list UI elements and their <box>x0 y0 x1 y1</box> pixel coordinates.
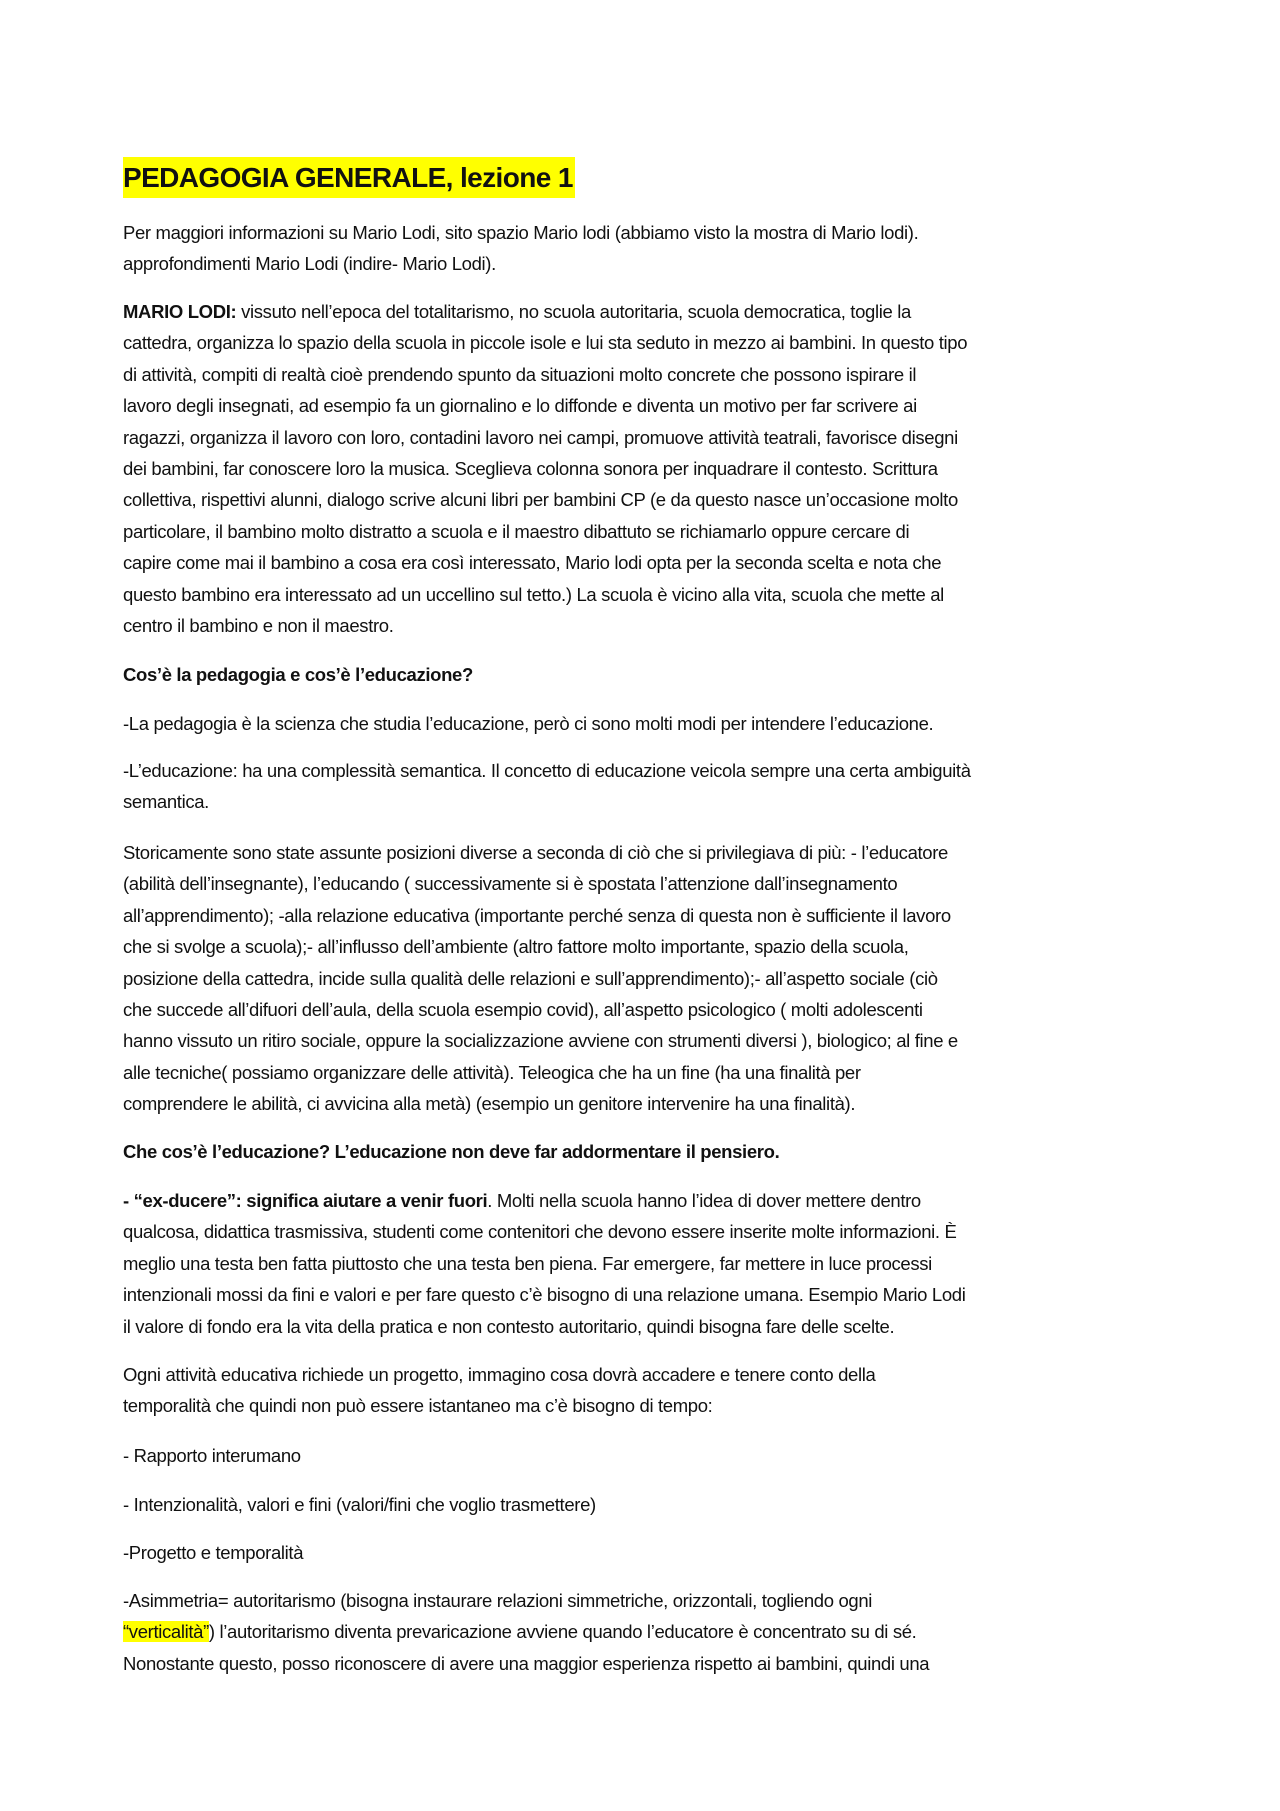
text-run: -L’educazione: ha una complessità semantica. Il concetto di educazione veicola sempre una certa ambiguità <box>123 760 971 781</box>
text-run: all’apprendimento); -alla relazione educativa (importante perché senza di questa non è sufficiente il lavoro <box>123 904 951 926</box>
text-run: dei bambini, far conoscere loro la musica. Sceglieva colonna sonora per inquadrare il contesto. Scrittura <box>123 457 938 479</box>
text-run: meglio una testa ben fatta piuttosto che una testa ben piena. Far emergere, far mettere in luce processi <box>123 1252 932 1274</box>
text-run: che succede all’difuori dell’aula, della scuola esempio covid), all’aspetto psicologico ( molti adolescenti <box>123 998 923 1020</box>
text-run: ragazzi, organizza il lavoro con loro, contadini lavoro nei campi, promuove attività teatrali, favorisce disegni <box>123 426 958 448</box>
paragraph <box>123 1359 1183 1422</box>
text-line <box>123 1489 1183 1520</box>
text-line <box>123 1185 1183 1216</box>
text-run: che si svolge a scuola);- all’influsso dell’ambiente (altro fattore molto importante, spazio della scuola, <box>123 936 909 958</box>
text-run: - Intenzionalità, valori e fini (valori/fini che voglio trasmettere) <box>123 1494 596 1515</box>
text-line <box>123 708 1183 739</box>
paragraph <box>123 217 1183 280</box>
text-line <box>123 516 1183 547</box>
text-line <box>123 755 1183 786</box>
paragraph <box>123 837 1183 1120</box>
text-run: comprendere le abilità, ci avvicina alla metà) (esempio un genitore intervenire ha una finalità). <box>123 1093 856 1115</box>
text-run: Ogni attività educativa richiede un progetto, immagino cosa dovrà accadere e tenere conto della <box>123 1364 876 1385</box>
text-run: semantica. <box>123 791 209 813</box>
text-line <box>123 1537 1183 1568</box>
paragraph <box>123 708 1183 739</box>
text-line <box>123 963 1183 994</box>
paragraph <box>123 296 1183 641</box>
text-line <box>123 390 1183 421</box>
paragraph <box>123 659 1183 690</box>
text-line <box>123 837 1183 868</box>
text-run: di attività, compiti di realtà cioè prendendo spunto da situazioni molto concrete che possono ispirare il <box>123 363 917 385</box>
text-line <box>123 547 1183 578</box>
text-run: posizione della cattedra, incide sulla qualità delle relazioni e sull’apprendimento);- all’aspetto sociale (ciò <box>123 967 938 989</box>
highlighted-text: “verticalità” <box>123 1621 209 1643</box>
text-run: collettiva, rispettivi alunni, dialogo scrive alcuni libri per bambini CP (e da questo nasce un’occasione molto <box>123 489 958 511</box>
text-run: il valore di fondo era la vita della pratica e non contesto autoritario, quindi bisogna fare delle scelte. <box>123 1315 895 1337</box>
text-run: - Rapporto interumano <box>123 1445 301 1466</box>
text-line <box>123 1359 1183 1390</box>
text-run: -Asimmetria= autoritarismo (bisogna instaurare relazioni simmetriche, orizzontali, togliendo ogni <box>123 1590 873 1611</box>
text-run: questo bambino era interessato ad un uccellino sul tetto.) La scuola è vicino alla vita, scuola che mette al <box>123 583 944 605</box>
text-run: -Progetto e temporalità <box>123 1542 304 1563</box>
text-line <box>123 994 1183 1025</box>
text-run: intenzionali mossi da fini e valori e per fare questo c’è bisogno di una relazione umana. Esempio Mario Lodi <box>123 1284 966 1306</box>
text-run: temporalità che quindi non può essere istantaneo ma c’è bisogno di tempo: <box>123 1395 713 1417</box>
text-line <box>123 931 1183 962</box>
text-run: alle tecniche( possiamo organizzare delle attività). Teleogica che ha un fine (ha una finalità per <box>123 1061 861 1083</box>
text-run: centro il bambino e non il maestro. <box>123 614 394 636</box>
text-run: Nonostante questo, posso riconoscere di avere una maggior esperienza rispetto ai bambini, quindi una <box>123 1652 930 1674</box>
text-line <box>123 1025 1183 1056</box>
paragraph <box>123 1136 1183 1167</box>
text-line <box>123 1279 1183 1310</box>
bold-text: Che cos’è l’educazione? L’educazione non deve far addormentare il pensiero. <box>123 1141 780 1162</box>
text-line <box>123 1136 1183 1167</box>
bold-text: - “ex-ducere”: significa aiutare a venir fuori <box>123 1190 488 1211</box>
text-line <box>123 217 1183 248</box>
text-run: lavoro degli insegnati, ad esempio fa un giornalino e lo diffonde e diventa un motivo per far scrivere ai <box>123 395 917 417</box>
text-line <box>123 579 1183 610</box>
text-line <box>123 900 1183 931</box>
text-line <box>123 1088 1183 1119</box>
paragraph <box>123 1185 1183 1342</box>
bold-text: Cos’è la pedagogia e cos’è l’educazione? <box>123 664 473 685</box>
text-line <box>123 1616 1183 1647</box>
text-line <box>123 610 1183 641</box>
text-line <box>123 327 1183 358</box>
text-run: vissuto nell’epoca del totalitarismo, no scuola autoritaria, scuola democratica, toglie la <box>236 301 911 322</box>
text-line <box>123 453 1183 484</box>
text-run: -La pedagogia è la scienza che studia l’educazione, però ci sono molti modi per intendere l’educazione. <box>123 713 934 734</box>
paragraph <box>123 1440 1183 1471</box>
text-run: qualcosa, didattica trasmissiva, studenti come contenitori che devono essere inserite molte informazioni. È <box>123 1221 957 1243</box>
paragraph <box>123 1537 1183 1568</box>
text-line <box>123 1440 1183 1471</box>
text-run: ) l’autoritarismo diventa prevaricazione avviene quando l’educatore è concentrato su di sé. <box>208 1621 917 1643</box>
text-run: cattedra, organizza lo spazio della scuola in piccole isole e lui sta seduto in mezzo ai bambini. In questo tipo <box>123 332 968 354</box>
text-line <box>123 1248 1183 1279</box>
text-line <box>123 296 1183 327</box>
text-line <box>123 868 1183 899</box>
paragraph <box>123 1585 1183 1679</box>
text-run: hanno vissuto un ritiro sociale, oppure la socializzazione avviene con strumenti diversi ), biologico; al fine e <box>123 1030 958 1052</box>
text-line <box>123 659 1183 690</box>
text-line <box>123 1585 1183 1616</box>
text-line <box>123 1057 1183 1088</box>
text-line <box>123 1648 1183 1679</box>
text-line <box>123 422 1183 453</box>
text-line <box>123 248 1183 279</box>
text-run: capire come mai il bambino a cosa era così interessato, Mario lodi opta per la seconda scelta e nota che <box>123 552 942 574</box>
text-run: (abilità dell’insegnante), l’educando ( successivamente si è spostata l’attenzione dall’insegnamento <box>123 873 898 895</box>
text-run: Storicamente sono state assunte posizioni diverse a seconda di ciò che si privilegiava di più: - l’educatore <box>123 842 948 863</box>
text-run: . Molti nella scuola hanno l’idea di dover mettere dentro <box>487 1190 921 1211</box>
text-line <box>123 1311 1183 1342</box>
document-title: PEDAGOGIA GENERALE, lezione 1 <box>123 157 575 198</box>
text-run: particolare, il bambino molto distratto a scuola e il maestro dibattuto se richiamarlo oppure cercare di <box>123 520 910 542</box>
text-run: Per maggiori informazioni su Mario Lodi, sito spazio Mario lodi (abbiamo visto la mostra di Mario lodi). <box>123 222 919 243</box>
text-line <box>123 786 1183 817</box>
text-run: approfondimenti Mario Lodi (indire- Mario Lodi). <box>123 253 496 275</box>
text-line <box>123 1216 1183 1247</box>
bold-text: MARIO LODI: <box>123 301 237 322</box>
text-line <box>123 359 1183 390</box>
paragraph <box>123 1489 1183 1520</box>
text-line <box>123 484 1183 515</box>
paragraph <box>123 755 1183 818</box>
text-line <box>123 1390 1183 1421</box>
